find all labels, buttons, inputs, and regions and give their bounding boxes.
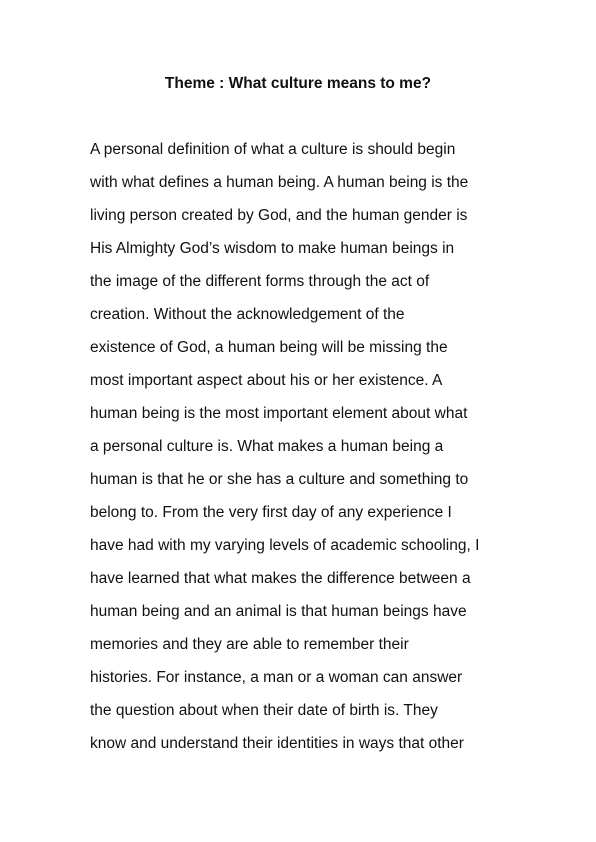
document-title: Theme : What culture means to me? xyxy=(164,75,432,92)
body-line: histories. For instance, a man or a woman can answer xyxy=(90,669,463,686)
body-line: the image of the different forms through the act of xyxy=(90,273,430,290)
body-line: human is that he or she has a culture and something to xyxy=(90,471,469,488)
body-line: most important aspect about his or her existence. A xyxy=(90,372,443,389)
body-line: human being and an animal is that human beings have xyxy=(90,603,467,620)
body-line: A personal definition of what a culture is should begin xyxy=(90,141,456,158)
body-line: the question about when their date of birth is. They xyxy=(90,702,438,719)
body-line: belong to. From the very first day of any experience I xyxy=(90,504,452,521)
body-line: existence of God, a human being will be missing the xyxy=(90,339,448,356)
body-line: creation. Without the acknowledgement of the xyxy=(90,306,405,323)
body-line: living person created by God, and the human gender is xyxy=(90,207,468,224)
body-line: with what defines a human being. A human being is the xyxy=(90,174,469,191)
body-line: His Almighty God’s wisdom to make human beings in xyxy=(90,240,455,257)
body-line: a personal culture is. What makes a human being a xyxy=(90,438,444,455)
body-line: have had with my varying levels of academic schooling, I xyxy=(90,537,480,554)
body-line: human being is the most important element about what xyxy=(90,405,468,422)
document-body xyxy=(90,140,510,767)
body-line: memories and they are able to remember their xyxy=(90,636,409,653)
body-line: know and understand their identities in ways that other xyxy=(90,735,464,752)
body-line: have learned that what makes the difference between a xyxy=(90,570,471,587)
